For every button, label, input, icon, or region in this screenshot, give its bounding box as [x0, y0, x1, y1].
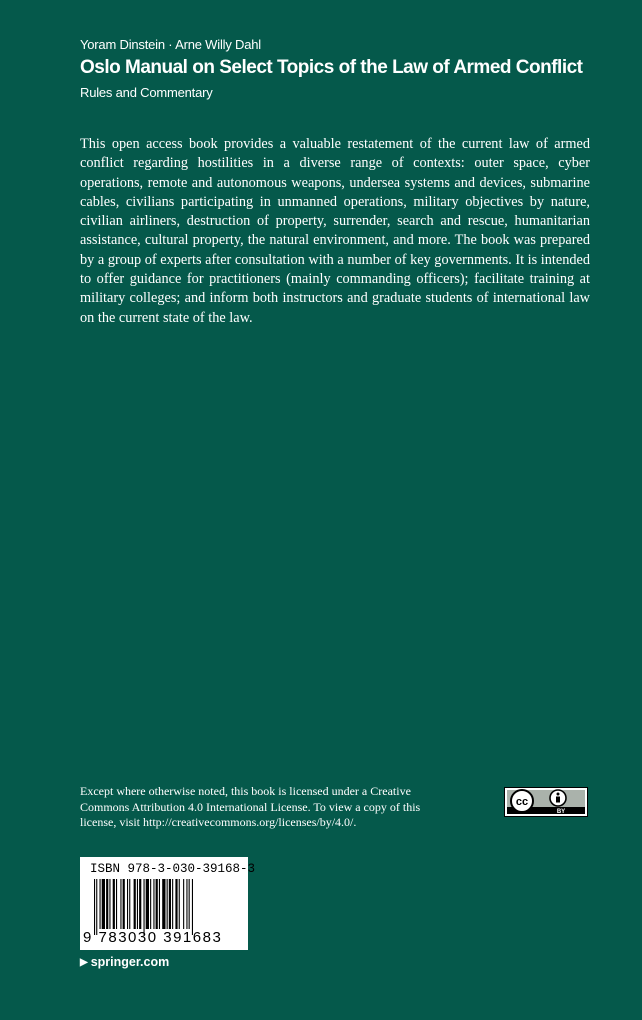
publisher-link[interactable] [80, 955, 169, 969]
book-title: Oslo Manual on Select Topics of the Law of Armed Conflict [80, 57, 583, 78]
attribution-person-icon [550, 790, 566, 806]
book-description: This open access book provides a valuable restatement of the current law of armed conflict regarding hostilities in a diverse range of contexts: outer space, cyber operations, remote and autonomous weapons, undersea systems and devices, submarine cables, civilians participating in unmanned operations, military objectives by nature, civilian airliners, destruction of property, surrender, search and rescue, humanitarian assistance, cultural property, the natural environment, and more. The book was prepared by a group of experts after consultation with a number of key governments. It is intended to offer guidance for practitioners (mainly commanding officers); facilitate training at military colleges; and inform both instructors and graduate students of international law on the current state of the law. [80, 136, 590, 326]
book-authors: Yoram Dinstein · Arne Willy Dahl [80, 37, 261, 52]
book-subtitle: Rules and Commentary [80, 85, 213, 100]
cc-by-badge[interactable] [504, 787, 588, 817]
cc-badge-label: BY [556, 809, 566, 815]
isbn-number: ISBN 978-3-030-39168-3 [90, 862, 256, 876]
arrow-right-icon: ▶ [80, 956, 88, 968]
license-text: Except where otherwise noted, this book is licensed under a Creative Commons Attribution 4.0 International License. To view a copy of this license, visit http://creativecommons.org/licenses/by/4.0/. [80, 784, 421, 829]
isbn-barcode [80, 857, 256, 950]
cc-icon [511, 790, 533, 812]
svg-text:cc: cc [515, 796, 529, 808]
publisher-url: springer.com [90, 955, 170, 969]
barcode-digits: 9 783030 391683 [83, 929, 223, 946]
